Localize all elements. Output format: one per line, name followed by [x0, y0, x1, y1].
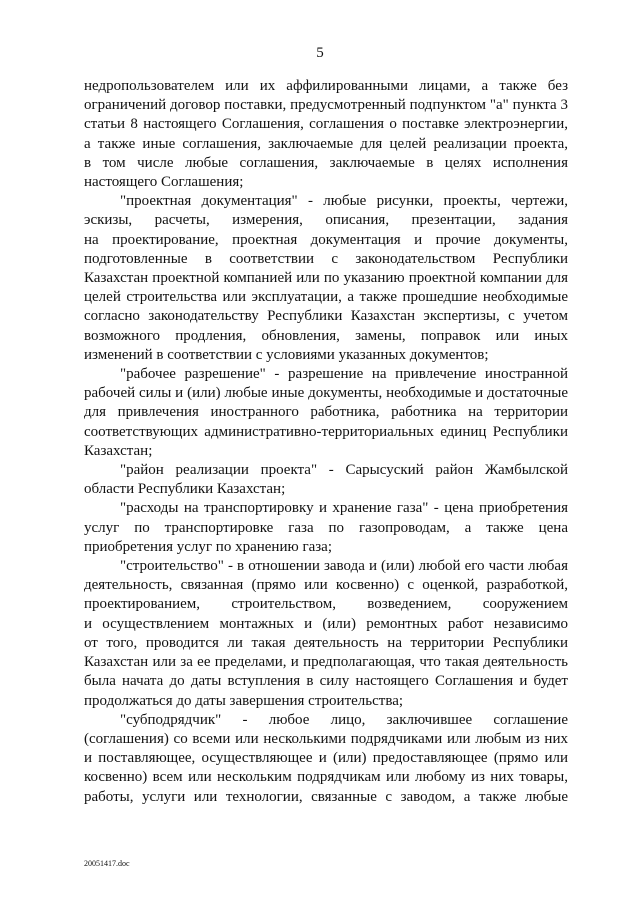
text-line: недропользователем или их аффилированными лицами, а также без — [84, 78, 568, 94]
text-line: Казахстан; — [84, 442, 153, 459]
text-line: "расходы на транспортировку и хранение газа" - цена приобретения — [120, 500, 568, 517]
text-line: согласно законодательству Республики Казахстан экспертизы, с учетом — [84, 308, 568, 325]
text-line: "район реализации проекта" - Сарысуский район Жамбылской — [120, 462, 568, 479]
paragraph — [84, 499, 568, 557]
text-line: для привлечения иностранного работника, работника на территории — [84, 404, 568, 421]
text-line: услуг по транспортировке газа по газопроводам, а также цена — [84, 519, 568, 536]
text-line: подготовленные в соответствии с законодательством Республики — [84, 250, 568, 267]
text-line: области Республики Казахстан; — [84, 481, 286, 498]
text-line: проектированием, строительством, возведением, сооружением — [84, 596, 568, 613]
document-footer-code: 20051417.doc — [84, 859, 130, 868]
paragraph — [84, 365, 568, 461]
text-line: "проектная документация" - любые рисунки, проекты, чертежи, — [120, 193, 568, 210]
paragraph — [84, 192, 568, 365]
text-line: а также иные соглашения, заключаемые для целей реализации проекта, — [84, 135, 568, 152]
text-line: в том числе любые соглашения, заключаемые в целях исполнения — [84, 154, 568, 171]
text-line: приобретения услуг по хранению газа; — [84, 538, 332, 555]
text-line: "строительство" - в отношении завода и (или) любой его части любая — [120, 558, 568, 575]
text-line: на проектирование, проектная документация и прочие документы, — [84, 231, 568, 248]
text-line: эскизы, расчеты, измерения, описания, презентации, задания — [84, 212, 568, 229]
text-line: и поставляющее, осуществляющее и (или) предоставляющее (прямо или — [84, 750, 568, 767]
paragraph — [84, 461, 568, 499]
text-line: косвенно) всем или нескольким подрядчикам или любому из них товары, — [84, 769, 568, 786]
text-line: Казахстан или за ее пределами, и предполагающая, что такая деятельность — [84, 654, 568, 671]
text-line: соответствующих административно-территориальных единиц Республики — [84, 423, 568, 440]
text-line: изменений в соответствии с условиями указанных документов; — [84, 346, 489, 363]
paragraph — [84, 77, 568, 192]
text-line: ограничений договор поставки, предусмотренный подпунктом "а" пункта 3 — [84, 97, 568, 114]
text-line: была начата до даты вступления в силу настоящего Соглашения и будет — [84, 673, 568, 690]
document-body — [84, 77, 568, 807]
text-line: продолжаться до даты завершения строительства; — [84, 692, 404, 709]
text-line: Казахстан проектной компанией или по указанию проектной компании для — [84, 270, 568, 287]
text-line: статьи 8 настоящего Соглашения, соглашения о поставке электроэнергии, — [84, 116, 568, 133]
text-line: (соглашения) со всеми или несколькими подрядчиками или любым из них — [84, 730, 568, 747]
text-line: возможного продления, обновления, замены, поправок или иных — [84, 327, 568, 344]
text-line: "рабочее разрешение" - разрешение на привлечение иностранной — [120, 366, 568, 383]
text-line: работы, услуги или технологии, связанные с заводом, а также любые — [84, 788, 568, 805]
text-line: рабочей силы и (или) любые иные документы, необходимые и достаточные — [84, 385, 568, 402]
text-line: "субподрядчик" - любое лицо, заключившее соглашение — [120, 711, 568, 728]
text-line: и осуществлением монтажных и (или) ремонтных работ независимо — [84, 615, 568, 632]
text-line: от того, проводится ли такая деятельность на территории Республики — [84, 634, 568, 651]
paragraph — [84, 557, 568, 711]
text-line: деятельность, связанная (прямо или косвенно) с оценкой, разработкой, — [84, 577, 568, 594]
paragraph — [84, 711, 568, 807]
page-number: 5 — [316, 45, 324, 61]
text-line: настоящего Соглашения; — [84, 174, 244, 191]
text-line: целей строительства или эксплуатации, а также прошедшие необходимые — [84, 289, 568, 306]
